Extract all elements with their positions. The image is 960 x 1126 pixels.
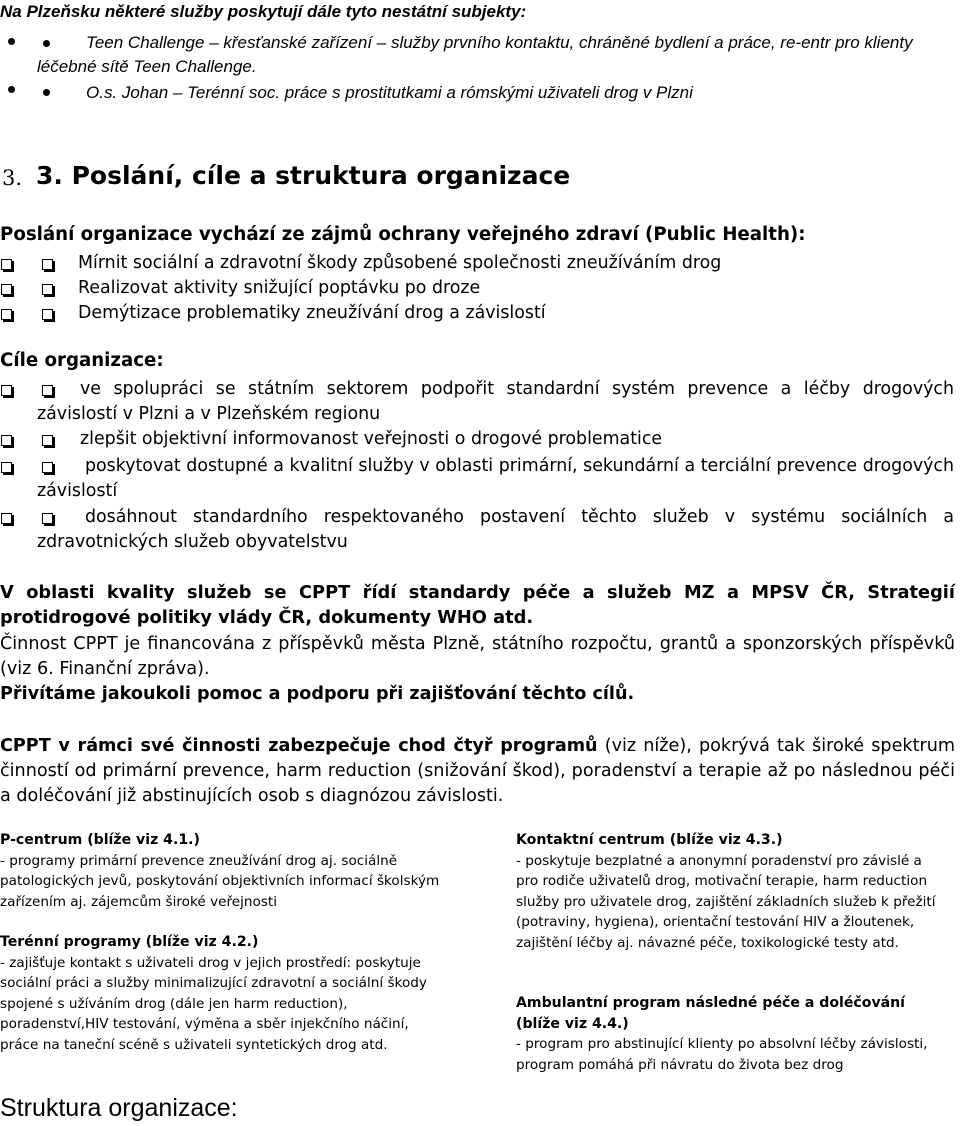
checkbox-icon [42, 309, 53, 320]
checkbox-icon [1, 309, 12, 320]
goal-item-text: ve spolupráci se státním sektorem podpořit standardní systém prevence a léčby drogových závislostí v Plzni a v Plzeňském regionu [37, 379, 954, 424]
program-block [516, 830, 946, 954]
programs-intro-paragraph [0, 734, 955, 809]
program-title: P-centrum (blíže viz 4.1.) [0, 832, 200, 848]
structure-heading: Struktura organizace: [0, 1094, 238, 1122]
entity-text: Teen Challenge – křesťanské zařízení – služby prvního kontaktu, chráněné bydlení a práce, re-entr pro klienty léčebné sítě Teen Challenge. [37, 33, 913, 76]
entity-text: O.s. Johan – Terénní soc. práce s prostitutkami a rómskými uživateli drog v Plzni [86, 83, 693, 102]
quality-paragraph: V oblasti kvality služeb se CPPT řídí standardy péče a služeb MZ a MPSV ČR, Strategií protidrogové politiky vlády ČR, dokumenty WHO atd. [0, 582, 955, 628]
program-block [516, 993, 936, 1075]
mission-item [0, 276, 954, 301]
program-block [0, 932, 445, 1056]
program-title: Terénní programy (blíže viz 4.2.) [0, 934, 259, 950]
program-block [0, 830, 445, 912]
checkbox-icon [1, 385, 12, 396]
checkbox-icon [1, 435, 12, 446]
checkbox-icon [42, 259, 53, 270]
mission-item [0, 301, 954, 326]
mission-heading: Poslání organizace vychází ze zájmů ochrany veřejného zdraví (Public Health): [0, 224, 806, 245]
programs-intro-rest: (viz níže), pokrývá tak široké spektrum činností od primární prevence, harm reduction (snižování škod), poradenství a terapie až po následnou péči a doléčování již abstinujících osob s diagnózou závislosti. [0, 736, 956, 806]
program-description: - zajišťuje kontakt s uživateli drog v jejich prostředí: poskytuje sociální práci a služby minimalizující zdravotní a sociální škody spojené s užíváním drog (dále jen harm reduction), poradenství,HIV testování, výměna a sběr injekčního náčiní, práce na taneční scéně s uživateli syntetických drog atd. [0, 954, 427, 1053]
entity-list-item [0, 31, 960, 79]
goal-item [0, 377, 954, 427]
goal-item-text: zlepšit objektivní informovanost veřejnosti o drogové problematice [80, 429, 663, 449]
goal-item [0, 427, 954, 452]
section-number: 3. [2, 166, 23, 190]
goal-item [0, 505, 954, 555]
goal-item-text: dosáhnout standardního respektovaného postavení těchto služeb v systému sociálních a zdravotnických služeb obyvatelstvu [37, 507, 954, 552]
goals-heading: Cíle organizace: [0, 350, 164, 371]
programs-intro-bold: CPPT v rámci své činnosti zabezpečuje chod čtyř programů [0, 736, 598, 756]
bullet-icon [43, 89, 50, 96]
bullet-icon [8, 38, 15, 45]
checkbox-icon [1, 259, 12, 270]
mission-item [0, 251, 954, 276]
goal-item-text: poskytovat dostupné a kvalitní služby v oblasti primární, sekundární a terciální prevence drogových závislostí [37, 456, 954, 501]
program-description: - program pro abstinující klienty po absolvní léčby závislosti, program pomáhá při návratu do života bez drog [516, 1036, 928, 1073]
section-title: 3. Poslání, cíle a struktura organizace [36, 161, 571, 190]
checkbox-icon [1, 284, 12, 295]
goal-item [0, 454, 954, 504]
checkbox-icon [42, 284, 53, 295]
mission-item-text: Mírnit sociální a zdravotní škody způsobené společnosti zneužíváním drog [78, 253, 722, 273]
welcome-paragraph: Přivítáme jakoukoli pomoc a podporu při zajišťování těchto cílů. [0, 684, 635, 704]
bullet-icon [8, 86, 15, 93]
funding-paragraph: Činnost CPPT je financována z příspěvků města Plzně, státního rozpočtu, grantů a sponzorských příspěvků (viz 6. Finanční zpráva). [0, 634, 955, 679]
mission-item-text: Demýtizace problematiky zneužívání drog a závislostí [78, 303, 546, 323]
entity-list-item [0, 81, 960, 105]
program-title: Kontaktní centrum (blíže viz 4.3.) [516, 832, 783, 848]
program-description: - programy primární prevence zneužívání drog aj. sociálně patologických jevů, poskytování objektivních informací školským zařízením aj. zájemcům široké veřejnosti [0, 852, 440, 910]
checkbox-icon [1, 462, 12, 473]
program-title: Ambulantní program následné péče a doléčování (blíže viz 4.4.) [516, 995, 906, 1032]
mission-item-text: Realizovat aktivity snižující poptávku po droze [78, 278, 481, 298]
checkbox-icon [42, 435, 53, 446]
checkbox-icon [1, 513, 12, 524]
intro-heading: Na Plzeňsku některé služby poskytují dále tyto nestátní subjekty: [0, 2, 527, 21]
program-description: - poskytuje bezplatné a anonymní poradenství pro závislé a pro rodiče uživatelů drog, motivační terapie, harm reduction služby pro uživatele drog, zajištění základních služeb k přežití (potraviny, hygiena), orientační testování HIV a žloutenek, zajištění léčby aj. návazné péče, toxikologické testy atd. [516, 852, 936, 951]
